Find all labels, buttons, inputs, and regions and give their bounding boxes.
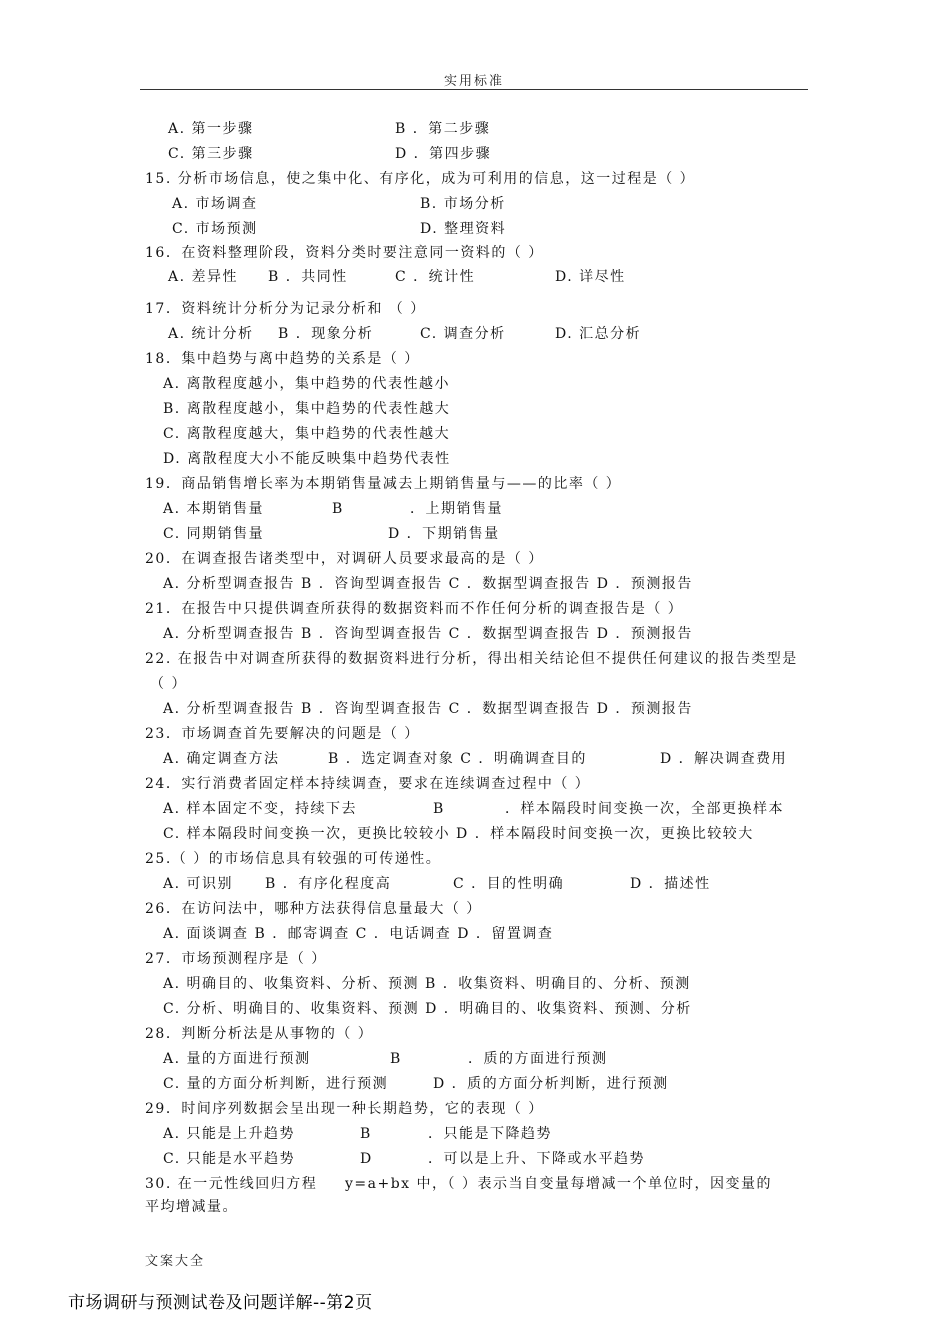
text-line-segment: D ．解决调查费用 [660, 751, 788, 767]
text-line: A. 市场调查 [172, 196, 258, 212]
text-line: A. 面谈调查 B ．邮寄调查 C ．电话调查 D ．留置调查 [163, 926, 554, 942]
text-line-segment: ．可以是上升、下降或水平趋势 [428, 1151, 645, 1167]
text-line: A. 第一步骤 [168, 121, 254, 137]
text-line: B. 离散程度越小，集中趋势的代表性越大 [163, 401, 451, 417]
text-line-segment: B [390, 1051, 402, 1067]
text-line: C. 量的方面分析判断，进行预测 [163, 1076, 389, 1092]
text-line-segment: D. 汇总分析 [555, 326, 642, 342]
text-line-segment: B [332, 501, 344, 517]
page-header: 实用标准 [443, 74, 504, 89]
text-line-segment: B ．选定调查对象 C ．明确调查目的 [328, 751, 587, 767]
text-line: A. 只能是上升趋势 [163, 1126, 296, 1142]
text-line: A. 可识别 [163, 876, 234, 892]
text-line: 20．在调查报告诸类型中，对调研人员要求最高的是（ ） [145, 551, 544, 567]
text-line-segment: B [360, 1126, 372, 1142]
text-line-segment: D [360, 1151, 373, 1167]
text-line: 28．判断分析法是从事物的（ ） [145, 1026, 374, 1042]
text-line: A. 离散程度越小，集中趋势的代表性越小 [163, 376, 451, 392]
text-line-segment: ．上期销售量 [410, 501, 503, 517]
text-line: D. 离散程度大小不能反映集中趋势代表性 [163, 451, 451, 467]
header-divider [140, 89, 808, 90]
text-line: 25.（ ）的市场信息具有较强的可传递性。 [145, 851, 442, 867]
text-line: 18．集中趋势与离中趋势的关系是（ ） [145, 351, 420, 367]
text-line: C. 同期销售量 [163, 526, 265, 542]
text-line: C. 第三步骤 [168, 146, 254, 162]
text-line: A. 差异性 [168, 269, 239, 285]
text-line-segment: ．样本隔段时间变换一次，全部更换样本 [505, 801, 784, 817]
text-line: A. 本期销售量 [163, 501, 265, 517]
text-line: 23．市场调查首先要解决的问题是（ ） [145, 726, 420, 742]
text-line: 17．资料统计分析分为记录分析和 （ ） [145, 301, 426, 317]
text-line: A. 明确目的、收集资料、分析、预测 B ．收集资料、明确目的、分析、预测 [163, 976, 691, 992]
text-line-segment: B ．共同性 [268, 269, 348, 285]
text-line: 21．在报告中只提供调查所获得的数据资料而不作任何分析的调查报告是（ ） [145, 601, 684, 617]
text-line-segment: B ．有序化程度高 [265, 876, 392, 892]
text-line: C. 市场预测 [172, 221, 258, 237]
text-line: C. 样本隔段时间变换一次，更换比较较小 D ．样本隔段时间变换一次，更换比较较大 [163, 826, 754, 842]
text-line: A. 分析型调查报告 B ．咨询型调查报告 C ．数据型调查报告 D ．预测报告 [163, 626, 693, 642]
text-line-segment: C ．统计性 [395, 269, 476, 285]
text-line-segment: C ．目的性明确 [453, 876, 565, 892]
text-line: A. 确定调查方法 [163, 751, 280, 767]
text-line-segment: B ．第二步骤 [395, 121, 491, 137]
text-line-segment: D. 详尽性 [555, 269, 626, 285]
text-line: A. 分析型调查报告 B ．咨询型调查报告 C ．数据型调查报告 D ．预测报告 [163, 576, 693, 592]
text-line: 16．在资料整理阶段，资料分类时要注意同一资料的（ ） [145, 245, 544, 261]
text-line-segment: y=a+bx 中，（ ）表示当自变量每增减一个单位时，因变量的 [345, 1176, 772, 1192]
text-line: A. 统计分析 [168, 326, 254, 342]
text-line: C. 离散程度越大，集中趋势的代表性越大 [163, 426, 451, 442]
text-line: A. 分析型调查报告 B ．咨询型调查报告 C ．数据型调查报告 D ．预测报告 [163, 701, 693, 717]
text-line: A. 量的方面进行预测 [163, 1051, 311, 1067]
text-line-segment: B [433, 801, 445, 817]
text-line-segment: ．只能是下降趋势 [428, 1126, 552, 1142]
text-line: 22. 在报告中对调查所获得的数据资料进行分析，得出相关结论但不提供任何建议的报告类型是 [145, 651, 798, 667]
text-line-segment: B. 市场分析 [420, 196, 506, 212]
text-line: 24．实行消费者固定样本持续调查，要求在连续调查过程中（ ） [145, 776, 591, 792]
text-line: 29．时间序列数据会呈出现一种长期趋势，它的表现（ ） [145, 1101, 544, 1117]
text-line: 30. 在一元性线回归方程 [145, 1176, 318, 1192]
text-line: 19．商品销售增长率为本期销售量减去上期销售量与——的比率（ ） [145, 476, 622, 492]
text-line-segment: D ．质的方面分析判断，进行预测 [433, 1076, 669, 1092]
text-line-segment: D ．第四步骤 [395, 146, 492, 162]
text-line: 27．市场预测程序是（ ） [145, 951, 327, 967]
text-line-segment: D ．下期销售量 [388, 526, 500, 542]
text-line-segment: ．质的方面进行预测 [468, 1051, 608, 1067]
text-line-segment: D. 整理资料 [420, 221, 507, 237]
text-line-segment: B ．现象分析 [278, 326, 374, 342]
text-line: 平均增减量。 [145, 1199, 238, 1215]
text-line: 26．在访问法中，哪种方法获得信息量最大（ ） [145, 901, 482, 917]
text-line-segment: C. 调查分析 [420, 326, 506, 342]
text-line: C. 分析、明确目的、收集资料、预测 D ．明确目的、收集资料、预测、分析 [163, 1001, 692, 1017]
text-line: C. 只能是水平趋势 [163, 1151, 296, 1167]
text-line-segment: D ．描述性 [630, 876, 711, 892]
page-footer: 文案大全 [145, 1254, 206, 1269]
text-line: A. 样本固定不变，持续下去 [163, 801, 358, 817]
text-line: 15. 分析市场信息，使之集中化、有序化，成为可利用的信息，这一过程是（ ） [145, 171, 696, 187]
text-line: （ ） [150, 676, 187, 692]
document-title-caption: 市场调研与预测试卷及问题详解--第2页 [68, 1293, 373, 1313]
